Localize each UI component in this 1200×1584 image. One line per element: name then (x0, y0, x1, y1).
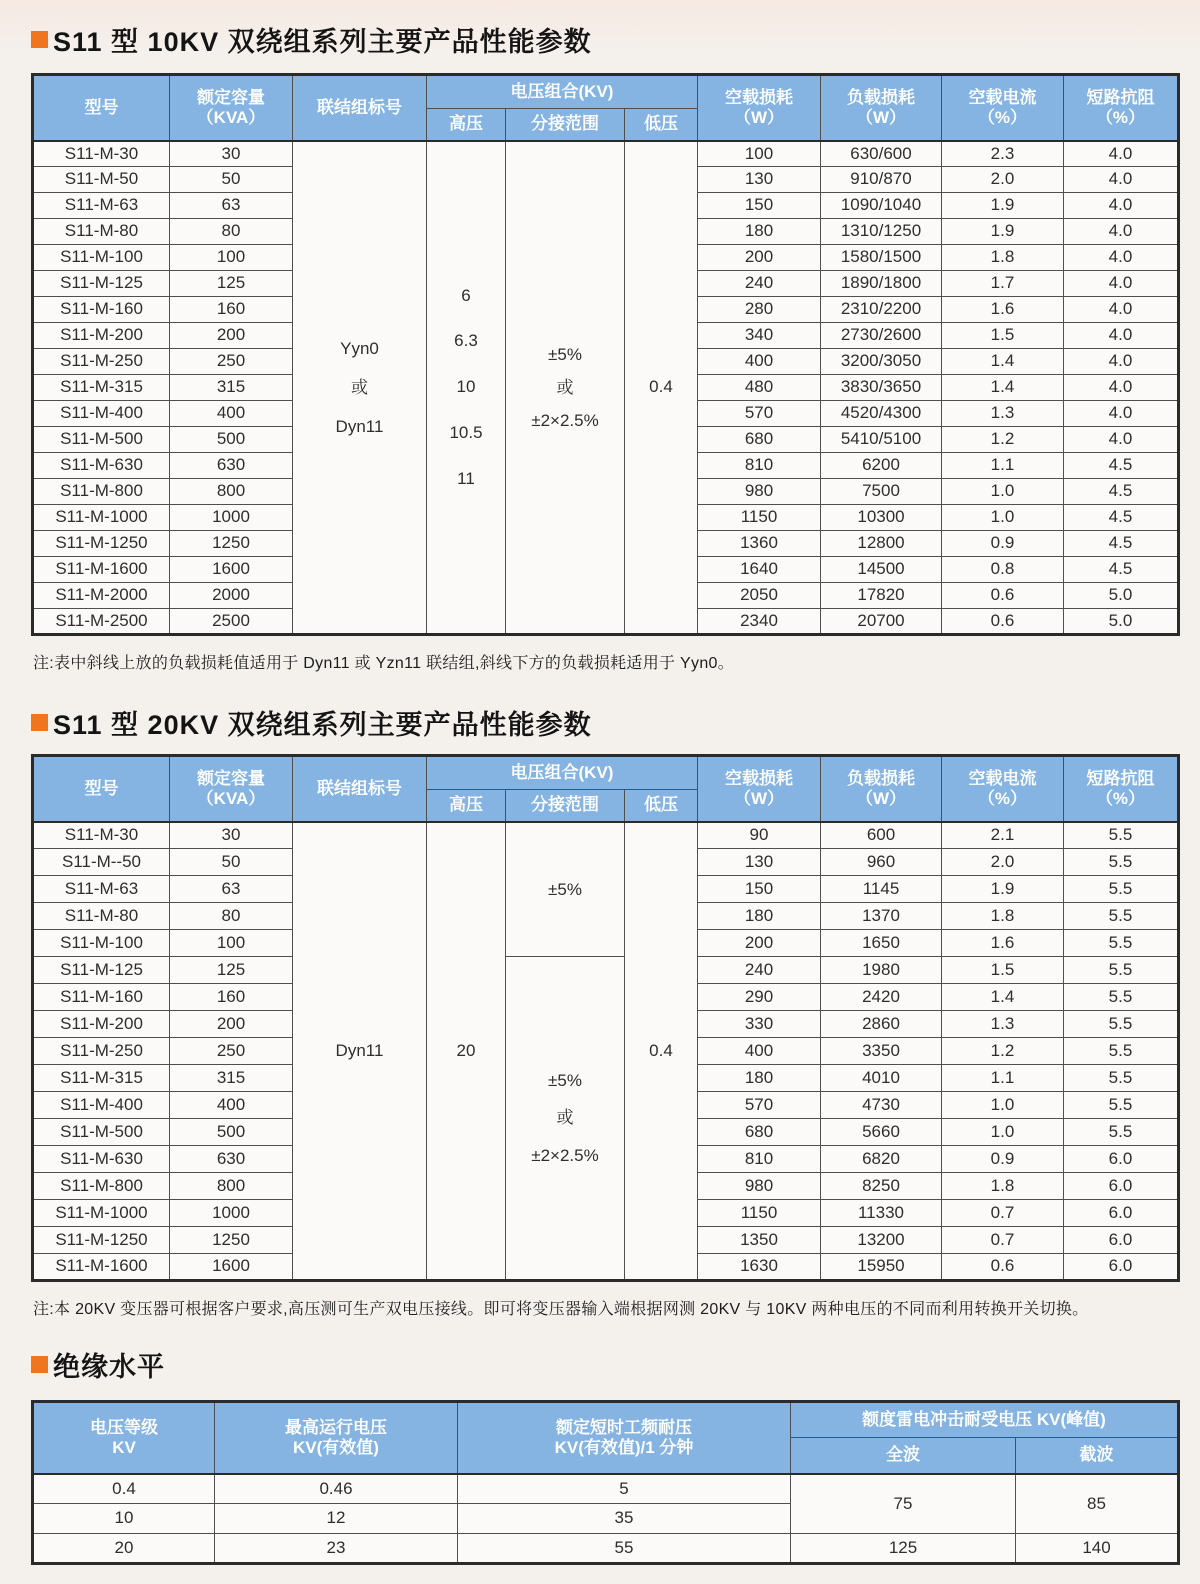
cell-no-load-loss: 130 (698, 167, 821, 193)
cell-impedance: 4.0 (1064, 245, 1179, 271)
cell-impedance: 4.0 (1064, 297, 1179, 323)
cell-model: S11-M-30 (33, 141, 170, 167)
note-10kv: 注:表中斜线上放的负载损耗值适用于 Dyn11 或 Yzn11 联结组,斜线下方的负载损耗适用于 Yyn0。 (33, 655, 735, 672)
cell-impedance: 5.5 (1064, 903, 1179, 930)
cell-no-load-loss: 240 (698, 957, 821, 984)
table-20kv-parameters (31, 754, 1180, 1282)
cell-model: S11-M-100 (33, 245, 170, 271)
col-header-no-load-loss: 空载损耗 （W） (698, 756, 821, 822)
cell-impedance: 4.5 (1064, 557, 1179, 583)
cell-load-loss: 1090/1040 (821, 193, 942, 219)
note-20kv: 注:本 20KV 变压器可根据客户要求,高压测可生产双电压接线。即可将变压器输入端根据网测 20KV 与 10KV 两种电压的不同而利用转换开关切换。 (33, 1301, 1089, 1318)
cell-capacity: 50 (170, 849, 293, 876)
cell-no-load-current: 0.6 (942, 583, 1064, 609)
cell-no-load-current: 1.4 (942, 349, 1064, 375)
cell-load-loss: 600 (821, 822, 942, 849)
cell-capacity: 30 (170, 141, 293, 167)
cell-no-load-current: 1.0 (942, 505, 1064, 531)
cell-no-load-current: 1.2 (942, 1038, 1064, 1065)
cell-load-loss: 6200 (821, 453, 942, 479)
cell-no-load-current: 0.7 (942, 1200, 1064, 1227)
cell-no-load-current: 1.8 (942, 245, 1064, 271)
col-header-no-load-current: 空载电流 （%） (942, 756, 1064, 822)
cell-hv: 20 (427, 822, 506, 1281)
table-row (33, 1534, 1179, 1564)
cell-max-voltage: 23 (215, 1534, 458, 1564)
cell-load-loss: 14500 (821, 557, 942, 583)
cell-capacity: 160 (170, 297, 293, 323)
col-header-hv: 高压 (427, 790, 506, 822)
cell-load-loss: 8250 (821, 1173, 942, 1200)
cell-model: S11-M-1250 (33, 531, 170, 557)
cell-connection: Dyn11 (293, 822, 427, 1281)
cell-impedance: 4.0 (1064, 167, 1179, 193)
cell-model: S11-M-63 (33, 193, 170, 219)
col-header-capacity: 额定容量 （KVA） (170, 75, 293, 141)
cell-model: S11-M-125 (33, 957, 170, 984)
cell-voltage-level: 10 (33, 1504, 215, 1534)
cell-impedance: 4.5 (1064, 453, 1179, 479)
cell-model: S11-M-400 (33, 401, 170, 427)
cell-no-load-loss: 200 (698, 930, 821, 957)
cell-no-load-current: 1.0 (942, 479, 1064, 505)
cell-impedance: 6.0 (1064, 1200, 1179, 1227)
cell-load-loss: 3200/3050 (821, 349, 942, 375)
cell-no-load-loss: 1150 (698, 505, 821, 531)
cell-voltage-level: 0.4 (33, 1474, 215, 1504)
cell-capacity: 50 (170, 167, 293, 193)
cell-load-loss: 11330 (821, 1200, 942, 1227)
cell-no-load-loss: 680 (698, 427, 821, 453)
cell-no-load-loss: 240 (698, 271, 821, 297)
cell-no-load-loss: 180 (698, 1065, 821, 1092)
cell-chopped-wave: 140 (1016, 1534, 1179, 1564)
cell-no-load-loss: 980 (698, 479, 821, 505)
cell-load-loss: 630/600 (821, 141, 942, 167)
cell-no-load-current: 1.1 (942, 453, 1064, 479)
section3-title-text: 绝缘水平 (53, 1352, 165, 1382)
col-header-hv: 高压 (427, 109, 506, 141)
col-header-no-load-current: 空载电流 （%） (942, 75, 1064, 141)
cell-impedance: 4.0 (1064, 349, 1179, 375)
col-header-max-voltage: 最高运行电压 KV(有效值) (215, 1402, 458, 1474)
cell-no-load-loss: 150 (698, 876, 821, 903)
cell-load-loss: 910/870 (821, 167, 942, 193)
col-header-connection: 联结组标号 (293, 75, 427, 141)
cell-impedance: 5.5 (1064, 984, 1179, 1011)
cell-load-loss: 1890/1800 (821, 271, 942, 297)
col-header-chopped-wave: 截波 (1016, 1438, 1179, 1474)
cell-load-loss: 4010 (821, 1065, 942, 1092)
cell-impedance: 5.5 (1064, 930, 1179, 957)
section2-title (31, 703, 1177, 742)
cell-no-load-loss: 570 (698, 1092, 821, 1119)
cell-power-freq: 5 (458, 1474, 791, 1504)
cell-model: S11-M-63 (33, 876, 170, 903)
cell-no-load-loss: 180 (698, 219, 821, 245)
col-header-model: 型号 (33, 75, 170, 141)
cell-capacity: 1600 (170, 557, 293, 583)
cell-model: S11-M-800 (33, 479, 170, 505)
cell-no-load-current: 1.3 (942, 1011, 1064, 1038)
cell-capacity: 30 (170, 822, 293, 849)
cell-impedance: 4.0 (1064, 271, 1179, 297)
cell-no-load-loss: 980 (698, 1173, 821, 1200)
col-header-capacity: 额定容量 （KVA） (170, 756, 293, 822)
cell-impedance: 4.0 (1064, 193, 1179, 219)
cell-capacity: 1000 (170, 1200, 293, 1227)
cell-power-freq: 35 (458, 1504, 791, 1534)
cell-no-load-current: 1.5 (942, 957, 1064, 984)
cell-capacity: 100 (170, 245, 293, 271)
cell-impedance: 5.5 (1064, 1092, 1179, 1119)
col-header-voltage-level: 电压等级 KV (33, 1402, 215, 1474)
cell-no-load-loss: 280 (698, 297, 821, 323)
cell-model: S11-M-100 (33, 930, 170, 957)
cell-model: S11-M-500 (33, 1119, 170, 1146)
col-header-lightning: 额度雷电冲击耐受电压 KV(峰值) (791, 1402, 1179, 1438)
col-header-tap: 分接范围 (506, 109, 625, 141)
cell-load-loss: 2310/2200 (821, 297, 942, 323)
cell-load-loss: 20700 (821, 609, 942, 635)
header-row (33, 75, 1179, 109)
col-header-impedance: 短路抗阻 （%） (1064, 75, 1179, 141)
cell-no-load-loss: 1150 (698, 1200, 821, 1227)
cell-no-load-loss: 100 (698, 141, 821, 167)
cell-no-load-current: 2.1 (942, 822, 1064, 849)
cell-capacity: 2500 (170, 609, 293, 635)
cell-no-load-loss: 130 (698, 849, 821, 876)
section1-title (31, 20, 1177, 59)
cell-no-load-current: 1.3 (942, 401, 1064, 427)
cell-model: S11-M-1000 (33, 1200, 170, 1227)
cell-no-load-current: 1.8 (942, 1173, 1064, 1200)
cell-capacity: 250 (170, 1038, 293, 1065)
cell-capacity: 800 (170, 479, 293, 505)
cell-load-loss: 13200 (821, 1227, 942, 1254)
cell-load-loss: 15950 (821, 1254, 942, 1281)
cell-load-loss: 1370 (821, 903, 942, 930)
cell-power-freq: 55 (458, 1534, 791, 1564)
section-marker-icon (31, 31, 48, 48)
cell-no-load-loss: 200 (698, 245, 821, 271)
cell-model: S11-M--50 (33, 849, 170, 876)
section2-title-text: S11 型 20KV 双绕组系列主要产品性能参数 (53, 710, 592, 740)
cell-load-loss: 3830/3650 (821, 375, 942, 401)
cell-no-load-current: 1.0 (942, 1119, 1064, 1146)
cell-load-loss: 2730/2600 (821, 323, 942, 349)
cell-no-load-current: 1.7 (942, 271, 1064, 297)
cell-capacity: 63 (170, 876, 293, 903)
col-header-full-wave: 全波 (791, 1438, 1016, 1474)
cell-no-load-current: 0.9 (942, 531, 1064, 557)
table-10kv-parameters (31, 73, 1180, 636)
cell-no-load-current: 1.9 (942, 193, 1064, 219)
cell-no-load-current: 1.9 (942, 876, 1064, 903)
cell-impedance: 4.0 (1064, 323, 1179, 349)
cell-tap-range: ±5% 或 ±2×2.5% (506, 957, 625, 1281)
cell-impedance: 4.0 (1064, 141, 1179, 167)
cell-impedance: 5.0 (1064, 583, 1179, 609)
cell-connection: Yyn0 或 Dyn11 (293, 141, 427, 635)
cell-model: S11-M-200 (33, 1011, 170, 1038)
table-row (33, 957, 1179, 984)
col-header-lv: 低压 (625, 790, 698, 822)
cell-no-load-current: 0.9 (942, 1146, 1064, 1173)
cell-no-load-loss: 150 (698, 193, 821, 219)
cell-max-voltage: 0.46 (215, 1474, 458, 1504)
cell-model: S11-M-500 (33, 427, 170, 453)
cell-capacity: 200 (170, 323, 293, 349)
cell-capacity: 250 (170, 349, 293, 375)
cell-impedance: 4.5 (1064, 531, 1179, 557)
cell-no-load-loss: 810 (698, 1146, 821, 1173)
cell-no-load-current: 1.8 (942, 903, 1064, 930)
cell-load-loss: 4730 (821, 1092, 942, 1119)
cell-no-load-loss: 340 (698, 323, 821, 349)
col-header-no-load-loss: 空载损耗 （W） (698, 75, 821, 141)
cell-no-load-loss: 1350 (698, 1227, 821, 1254)
cell-capacity: 315 (170, 375, 293, 401)
cell-no-load-current: 1.6 (942, 930, 1064, 957)
cell-impedance: 5.5 (1064, 822, 1179, 849)
col-header-load-loss: 负载损耗 （W） (821, 756, 942, 822)
cell-load-loss: 7500 (821, 479, 942, 505)
cell-no-load-loss: 400 (698, 1038, 821, 1065)
cell-load-loss: 17820 (821, 583, 942, 609)
cell-no-load-current: 1.1 (942, 1065, 1064, 1092)
cell-model: S11-M-80 (33, 903, 170, 930)
col-header-model: 型号 (33, 756, 170, 822)
cell-no-load-loss: 1640 (698, 557, 821, 583)
cell-capacity: 500 (170, 1119, 293, 1146)
cell-model: S11-M-160 (33, 984, 170, 1011)
cell-model: S11-M-250 (33, 1038, 170, 1065)
cell-capacity: 1250 (170, 1227, 293, 1254)
header-row (33, 756, 1179, 790)
cell-no-load-current: 0.6 (942, 1254, 1064, 1281)
cell-model: S11-M-315 (33, 1065, 170, 1092)
cell-capacity: 125 (170, 957, 293, 984)
cell-no-load-loss: 810 (698, 453, 821, 479)
cell-load-loss: 10300 (821, 505, 942, 531)
cell-load-loss: 1650 (821, 930, 942, 957)
cell-capacity: 1600 (170, 1254, 293, 1281)
cell-full-wave: 125 (791, 1534, 1016, 1564)
cell-load-loss: 1145 (821, 876, 942, 903)
cell-load-loss: 3350 (821, 1038, 942, 1065)
cell-tap-range: ±5% (506, 822, 625, 957)
cell-lv: 0.4 (625, 141, 698, 635)
cell-capacity: 630 (170, 1146, 293, 1173)
cell-no-load-current: 2.3 (942, 141, 1064, 167)
section1-title-text: S11 型 10KV 双绕组系列主要产品性能参数 (53, 27, 592, 57)
cell-capacity: 100 (170, 930, 293, 957)
cell-chopped-wave: 85 (1016, 1474, 1179, 1534)
section3-title (31, 1345, 1177, 1384)
cell-impedance: 4.0 (1064, 219, 1179, 245)
cell-no-load-loss: 1360 (698, 531, 821, 557)
cell-no-load-current: 1.2 (942, 427, 1064, 453)
cell-capacity: 80 (170, 219, 293, 245)
cell-no-load-current: 1.5 (942, 323, 1064, 349)
cell-lv: 0.4 (625, 822, 698, 1281)
cell-model: S11-M-2500 (33, 609, 170, 635)
cell-capacity: 400 (170, 1092, 293, 1119)
cell-model: S11-M-800 (33, 1173, 170, 1200)
cell-impedance: 4.5 (1064, 505, 1179, 531)
cell-impedance: 5.5 (1064, 957, 1179, 984)
cell-no-load-current: 1.4 (942, 375, 1064, 401)
table-row (33, 822, 1179, 849)
cell-no-load-current: 1.4 (942, 984, 1064, 1011)
cell-capacity: 63 (170, 193, 293, 219)
cell-capacity: 500 (170, 427, 293, 453)
cell-tap-range: ±5% 或 ±2×2.5% (506, 141, 625, 635)
cell-impedance: 6.0 (1064, 1146, 1179, 1173)
col-header-tap: 分接范围 (506, 790, 625, 822)
cell-no-load-loss: 400 (698, 349, 821, 375)
cell-capacity: 160 (170, 984, 293, 1011)
table-row (33, 141, 1179, 167)
cell-no-load-loss: 680 (698, 1119, 821, 1146)
cell-capacity: 1250 (170, 531, 293, 557)
cell-load-loss: 2860 (821, 1011, 942, 1038)
cell-no-load-loss: 1630 (698, 1254, 821, 1281)
cell-impedance: 4.0 (1064, 427, 1179, 453)
cell-model: S11-M-315 (33, 375, 170, 401)
cell-full-wave: 75 (791, 1474, 1016, 1534)
cell-impedance: 5.5 (1064, 849, 1179, 876)
cell-model: S11-M-125 (33, 271, 170, 297)
cell-model: S11-M-50 (33, 167, 170, 193)
cell-model: S11-M-1000 (33, 505, 170, 531)
cell-load-loss: 5410/5100 (821, 427, 942, 453)
cell-load-loss: 4520/4300 (821, 401, 942, 427)
cell-max-voltage: 12 (215, 1504, 458, 1534)
cell-load-loss: 960 (821, 849, 942, 876)
cell-no-load-loss: 90 (698, 822, 821, 849)
cell-load-loss: 5660 (821, 1119, 942, 1146)
cell-model: S11-M-30 (33, 822, 170, 849)
cell-model: S11-M-1600 (33, 1254, 170, 1281)
cell-no-load-current: 1.6 (942, 297, 1064, 323)
cell-capacity: 2000 (170, 583, 293, 609)
col-header-lv: 低压 (625, 109, 698, 141)
cell-impedance: 5.5 (1064, 1038, 1179, 1065)
cell-model: S11-M-80 (33, 219, 170, 245)
cell-no-load-current: 1.0 (942, 1092, 1064, 1119)
cell-capacity: 200 (170, 1011, 293, 1038)
cell-no-load-loss: 2050 (698, 583, 821, 609)
cell-model: S11-M-630 (33, 1146, 170, 1173)
cell-model: S11-M-160 (33, 297, 170, 323)
cell-no-load-loss: 2340 (698, 609, 821, 635)
cell-no-load-current: 0.7 (942, 1227, 1064, 1254)
cell-load-loss: 12800 (821, 531, 942, 557)
cell-impedance: 5.5 (1064, 1011, 1179, 1038)
cell-capacity: 80 (170, 903, 293, 930)
cell-capacity: 800 (170, 1173, 293, 1200)
cell-model: S11-M-1250 (33, 1227, 170, 1254)
cell-load-loss: 2420 (821, 984, 942, 1011)
cell-load-loss: 1980 (821, 957, 942, 984)
cell-capacity: 400 (170, 401, 293, 427)
cell-no-load-loss: 290 (698, 984, 821, 1011)
cell-impedance: 5.0 (1064, 609, 1179, 635)
cell-no-load-current: 2.0 (942, 167, 1064, 193)
cell-impedance: 5.5 (1064, 1119, 1179, 1146)
cell-load-loss: 1310/1250 (821, 219, 942, 245)
cell-capacity: 1000 (170, 505, 293, 531)
cell-model: S11-M-400 (33, 1092, 170, 1119)
cell-load-loss: 1580/1500 (821, 245, 942, 271)
cell-hv: 6 6.3 10 10.5 11 (427, 141, 506, 635)
cell-model: S11-M-2000 (33, 583, 170, 609)
cell-model: S11-M-1600 (33, 557, 170, 583)
col-header-impedance: 短路抗阻 （%） (1064, 756, 1179, 822)
cell-model: S11-M-200 (33, 323, 170, 349)
cell-impedance: 6.0 (1064, 1254, 1179, 1281)
cell-impedance: 6.0 (1064, 1227, 1179, 1254)
cell-capacity: 315 (170, 1065, 293, 1092)
cell-impedance: 6.0 (1064, 1173, 1179, 1200)
cell-no-load-current: 2.0 (942, 849, 1064, 876)
cell-no-load-loss: 480 (698, 375, 821, 401)
col-header-connection: 联结组标号 (293, 756, 427, 822)
header-row (33, 1402, 1179, 1438)
cell-no-load-loss: 330 (698, 1011, 821, 1038)
table-row (33, 1474, 1179, 1504)
col-header-power-freq: 额定短时工频耐压 KV(有效值)/1 分钟 (458, 1402, 791, 1474)
cell-capacity: 125 (170, 271, 293, 297)
cell-no-load-current: 0.8 (942, 557, 1064, 583)
cell-voltage-level: 20 (33, 1534, 215, 1564)
cell-impedance: 4.5 (1064, 479, 1179, 505)
section-marker-icon (31, 714, 48, 731)
col-header-load-loss: 负载损耗 （W） (821, 75, 942, 141)
col-header-voltage-group: 电压组合(KV) (427, 75, 698, 109)
cell-no-load-loss: 570 (698, 401, 821, 427)
cell-model: S11-M-250 (33, 349, 170, 375)
table-insulation-level (31, 1400, 1180, 1565)
cell-impedance: 5.5 (1064, 1065, 1179, 1092)
cell-model: S11-M-630 (33, 453, 170, 479)
cell-impedance: 4.0 (1064, 375, 1179, 401)
cell-impedance: 4.0 (1064, 401, 1179, 427)
cell-load-loss: 6820 (821, 1146, 942, 1173)
cell-no-load-current: 1.9 (942, 219, 1064, 245)
cell-no-load-loss: 180 (698, 903, 821, 930)
cell-impedance: 5.5 (1064, 876, 1179, 903)
section-marker-icon (31, 1356, 48, 1373)
col-header-voltage-group: 电压组合(KV) (427, 756, 698, 790)
cell-no-load-current: 0.6 (942, 609, 1064, 635)
cell-capacity: 630 (170, 453, 293, 479)
